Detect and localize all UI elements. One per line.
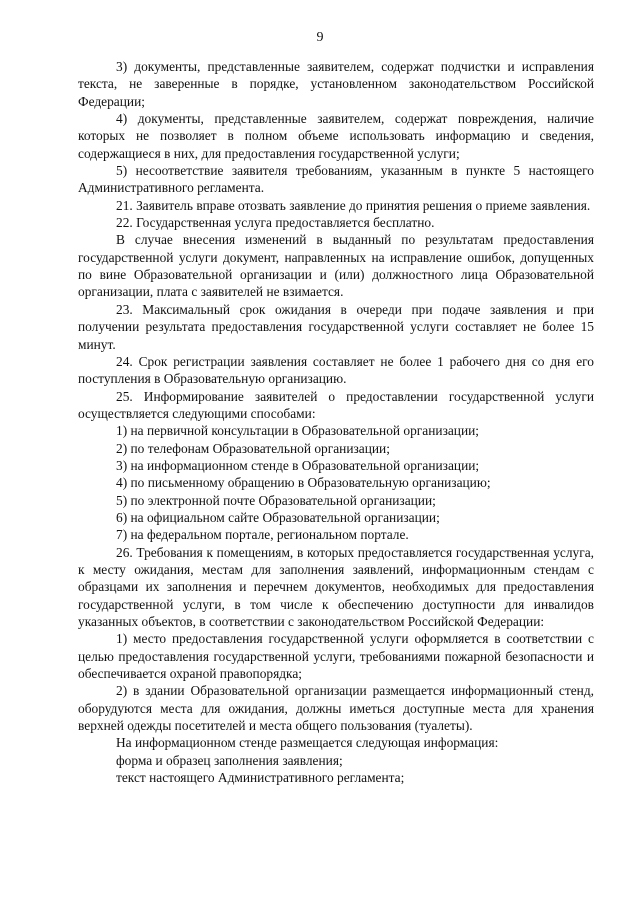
paragraph-item-20-5: 5) несоответствие заявителя требованиям, указанным в пункте 5 настоящего Административного регламента. bbox=[78, 163, 594, 196]
paragraph-24: 24. Срок регистрации заявления составляет не более 1 рабочего дня со дня его поступления в Образовательную организацию. bbox=[78, 353, 594, 387]
page-number: 9 bbox=[316, 30, 324, 45]
paragraph-25: 25. Информирование заявителей о предоставлении государственной услуги осуществляется следующими способами: bbox=[78, 388, 594, 421]
paragraph-item-20-3: 3) документы, представленные заявителем, содержат подчистки и исправления текста, не заверенные в порядке, установленном законодательством Российской Федерации; bbox=[78, 59, 594, 109]
list-item-25-3: 3) на информационном стенде в Образовательной организации; bbox=[116, 457, 480, 473]
paragraph-22-fee-note: В случае внесения изменений в выданный по результатам предоставления государственной услуги документ, направленных на исправление ошибок, допущенных по вине Образовательной организации и (или) должностного лица Образовательной организации, плата с заявителей не взимается. bbox=[78, 232, 594, 300]
info-stand-item-form: форма и образец заполнения заявления; bbox=[116, 752, 343, 768]
paragraph-22: 22. Государственная услуга предоставляется бесплатно. bbox=[116, 215, 435, 231]
list-item-25-1: 1) на первичной консультации в Образовательной организации; bbox=[116, 423, 480, 439]
list-item-25-7: 7) на федеральном портале, региональном портале. bbox=[116, 527, 409, 543]
document-body bbox=[78, 58, 594, 786]
info-stand-item-regulation-text: текст настоящего Административного регламента; bbox=[116, 770, 405, 786]
paragraph-21: 21. Заявитель вправе отозвать заявление до принятия решения о приеме заявления. bbox=[116, 197, 591, 213]
list-item-25-4: 4) по письменному обращению в Образовательную организацию; bbox=[116, 475, 491, 491]
list-item-25-5: 5) по электронной почте Образовательной организации; bbox=[116, 492, 436, 508]
paragraph-23: 23. Максимальный срок ожидания в очереди при подаче заявления и при получении результата предоставления государственной услуги составляет не более 15 минут. bbox=[78, 301, 594, 352]
paragraph-item-20-4: 4) документы, представленные заявителем, содержат повреждения, наличие которых не позволяет в полном объеме использовать информацию и сведения, содержащиеся в них, для предоставления государственной услуги; bbox=[78, 111, 594, 161]
list-item-25-2: 2) по телефонам Образовательной организации; bbox=[116, 440, 390, 456]
paragraph-info-stand-intro: На информационном стенде размещается следующая информация: bbox=[116, 735, 499, 751]
list-item-26-2: 2) в здании Образовательной организации размещается информационный стенд, оборудуются места для ожидания, должны иметься доступные места для хранения верхней одежды посетителей и места общего пользования (туалеты). bbox=[78, 683, 594, 734]
list-item-25-6: 6) на официальном сайте Образовательной организации; bbox=[116, 509, 440, 525]
list-item-26-1: 1) место предоставления государственной услуги оформляется в соответствии с целью предоставления государственной услуги, требованиями пожарной безопасности и обеспечивается охраной правопорядка; bbox=[78, 631, 594, 682]
paragraph-26: 26. Требования к помещениям, в которых предоставляется государственная услуга, к месту ожидания, местам для заполнения заявлений, информационным стендам с образцами их заполнения и перечнем документов, необходимых для предоставления государственной услуги, в том числе к обеспечению доступности для инвалидов указанных объектов, в соответствии с законодательством Российской Федерации: bbox=[78, 544, 594, 629]
